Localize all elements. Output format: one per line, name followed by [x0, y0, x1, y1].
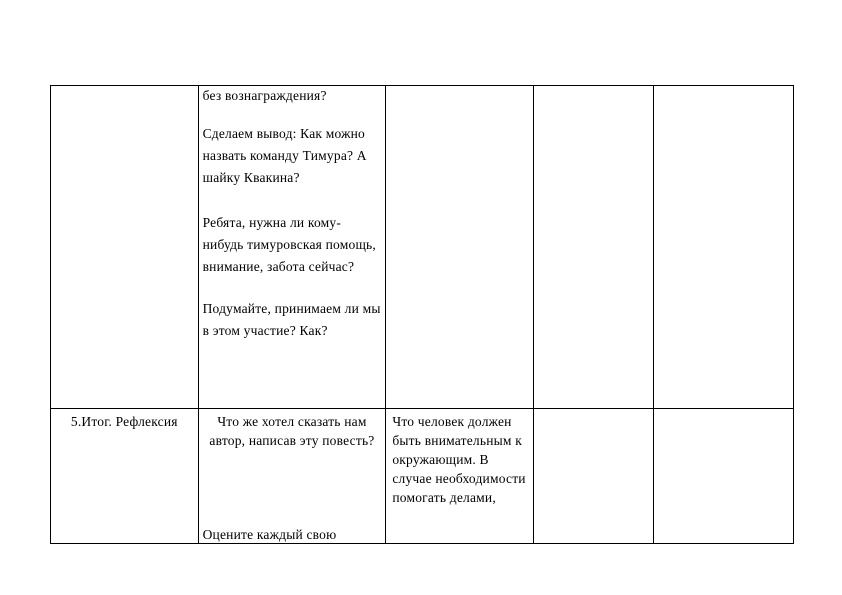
answer-text: Что человек должен быть внимательным к окружающим. В случае необходимости помогать делами, [392, 414, 526, 505]
rating-text: Оцените каждый свою [202, 527, 337, 542]
table-cell-stage-empty [51, 86, 199, 409]
table-cell-empty [654, 86, 794, 409]
table-row [51, 409, 794, 544]
table-row [51, 86, 794, 409]
text-paragraph: Ребята, нужна ли кому-нибудь тимуровская помощь, внимание, забота сейчас? [202, 215, 376, 274]
table-cell-empty [533, 409, 653, 544]
table-cell-teacher-activity [198, 86, 386, 409]
stage-title: 5.Итог. Рефлексия [70, 414, 178, 429]
lesson-plan-table [50, 85, 794, 544]
table-cell-stage [51, 409, 199, 544]
text-paragraph: Подумайте, принимаем ли мы в этом участие? Как? [202, 301, 381, 338]
table-cell-teacher-activity [198, 409, 386, 544]
table-cell-empty [386, 86, 534, 409]
text-paragraph: без вознаграждения? [202, 88, 327, 103]
question-text: Что же хотел сказать нам автор, написав эту повесть? [209, 414, 375, 448]
text-paragraph: Сделаем вывод: Как можно назвать команду Тимура? А шайку Квакина? [202, 126, 367, 185]
table-cell-student-answer [386, 409, 534, 544]
table-cell-empty [654, 409, 794, 544]
table-cell-empty [533, 86, 653, 409]
